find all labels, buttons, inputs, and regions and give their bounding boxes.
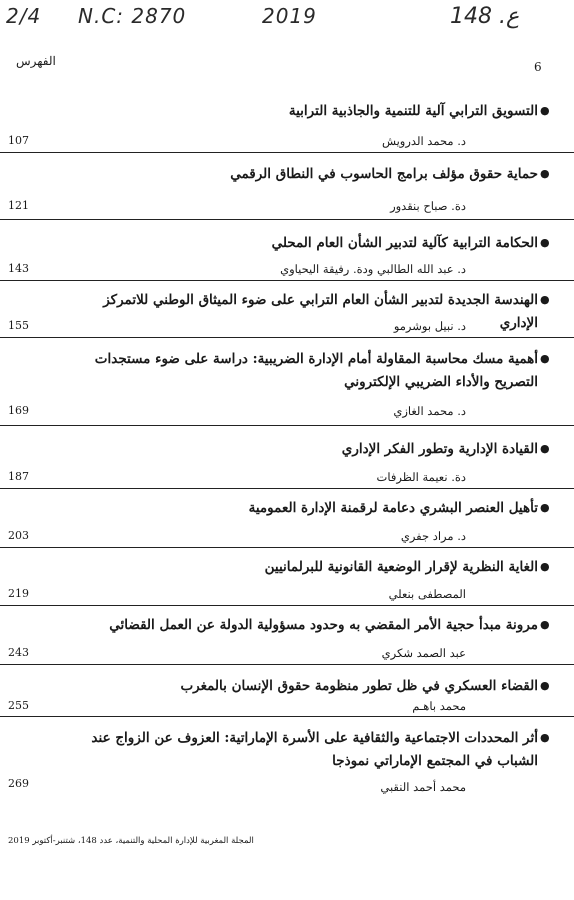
journal-footer: المجلة المغربية للإدارة المحلية والتنمية، عدد 148، شتنبر-أكتوبر 2019 [8,836,254,846]
page-number: 6 [534,60,542,74]
toc-page-number: 187 [8,470,29,483]
toc-entry [0,606,574,665]
toc-page-number: 219 [8,587,29,600]
toc-entry [0,548,574,606]
toc-page-number: 121 [8,199,29,212]
toc-title: القضاء العسكري في ظل تطور منظومة حقوق الإنسان بالمغرب [180,678,538,694]
handwritten-code: N.C: 2870 [78,4,187,28]
handwritten-issue: ع. 148 [450,4,520,29]
bullet-icon: ● [540,236,550,249]
toc-entry [0,96,574,153]
toc-entry [0,281,574,338]
bullet-icon: ● [540,167,550,180]
toc-page-number: 243 [8,646,29,659]
toc-title: الغاية النظرية لإقرار الوضعية القانونية للبرلمانيين [264,559,538,575]
toc-title: أهمية مسك محاسبة المقاولة أمام الإدارة الضريبية: دراسة على ضوء مستجدات التصريح والأداء الضريبي الإلكتروني [94,351,538,390]
toc-page-number: 255 [8,699,29,712]
toc-page-number: 203 [8,529,29,542]
toc-author: د. محمد الدرويش [381,134,466,148]
toc-page-number: 155 [8,319,29,332]
toc-entry [0,426,574,489]
toc-author: محمد باهـم [412,699,466,713]
toc-entry [0,489,574,548]
toc-entry [0,338,574,426]
toc-entry [0,665,574,717]
toc-author: د. مراد جفري [400,529,466,543]
handwritten-year: 2019 [262,4,317,28]
toc-title: أثر المحددات الاجتماعية والثقافية على الأسرة الإماراتية: العزوف عن الزواج عند الشباب في المجتمع الإماراتي نموذجا [91,730,538,769]
toc-author: د. محمد الغازي [393,404,466,418]
toc-page-number: 107 [8,134,29,147]
toc-title: الحكامة الترابية كآلية لتدبير الشأن العام المحلي [271,235,538,251]
toc-page-number: 143 [8,262,29,275]
toc-entry [0,153,574,220]
bullet-icon: ● [540,618,550,631]
toc-title: الهندسة الجديدة لتدبير الشأن العام الترابي على ضوء الميثاق الوطني للاتمركز الإداري [103,292,538,331]
toc-title: حماية حقوق مؤلف برامج الحاسوب في النطاق الرقمي [230,166,538,182]
toc-entry [0,717,574,801]
running-head: الفهرس [16,54,56,68]
bullet-icon: ● [540,501,550,514]
toc-title: مرونة مبدأ حجية الأمر المقضي به وحدود مسؤولية الدولة عن العمل القضائي [109,617,538,633]
table-of-contents [0,96,574,801]
handwritten-volume: 2/4 [6,4,42,28]
toc-page-number: 169 [8,404,29,417]
toc-page-number: 269 [8,777,29,790]
bullet-icon: ● [540,560,550,573]
toc-author: د. نبيل بوشرمو [393,319,466,333]
toc-author: عبد الصمد شكري [381,646,466,660]
bullet-icon: ● [540,293,550,306]
bullet-icon: ● [540,679,550,692]
toc-title: تأهيل العنصر البشري دعامة لرقمنة الإدارة العمومية [248,500,538,516]
toc-entry [0,220,574,281]
toc-title: التسويق الترابي آلية للتنمية والجاذبية الترابية [288,103,538,119]
bullet-icon: ● [540,104,550,117]
toc-author: المصطفى بنعلي [388,587,466,601]
toc-author: دة. صباح بنقدور [390,199,466,213]
bullet-icon: ● [540,352,550,365]
toc-author: محمد أحمد النقبي [380,780,466,794]
bullet-icon: ● [540,442,550,455]
toc-author: دة. نعيمة الظرفات [376,470,466,484]
bullet-icon: ● [540,731,550,744]
toc-author: د. عبد الله الطالبي ودة. رفيقة اليحياوي [280,262,466,276]
toc-title: القيادة الإدارية وتطور الفكر الإداري [341,441,538,457]
